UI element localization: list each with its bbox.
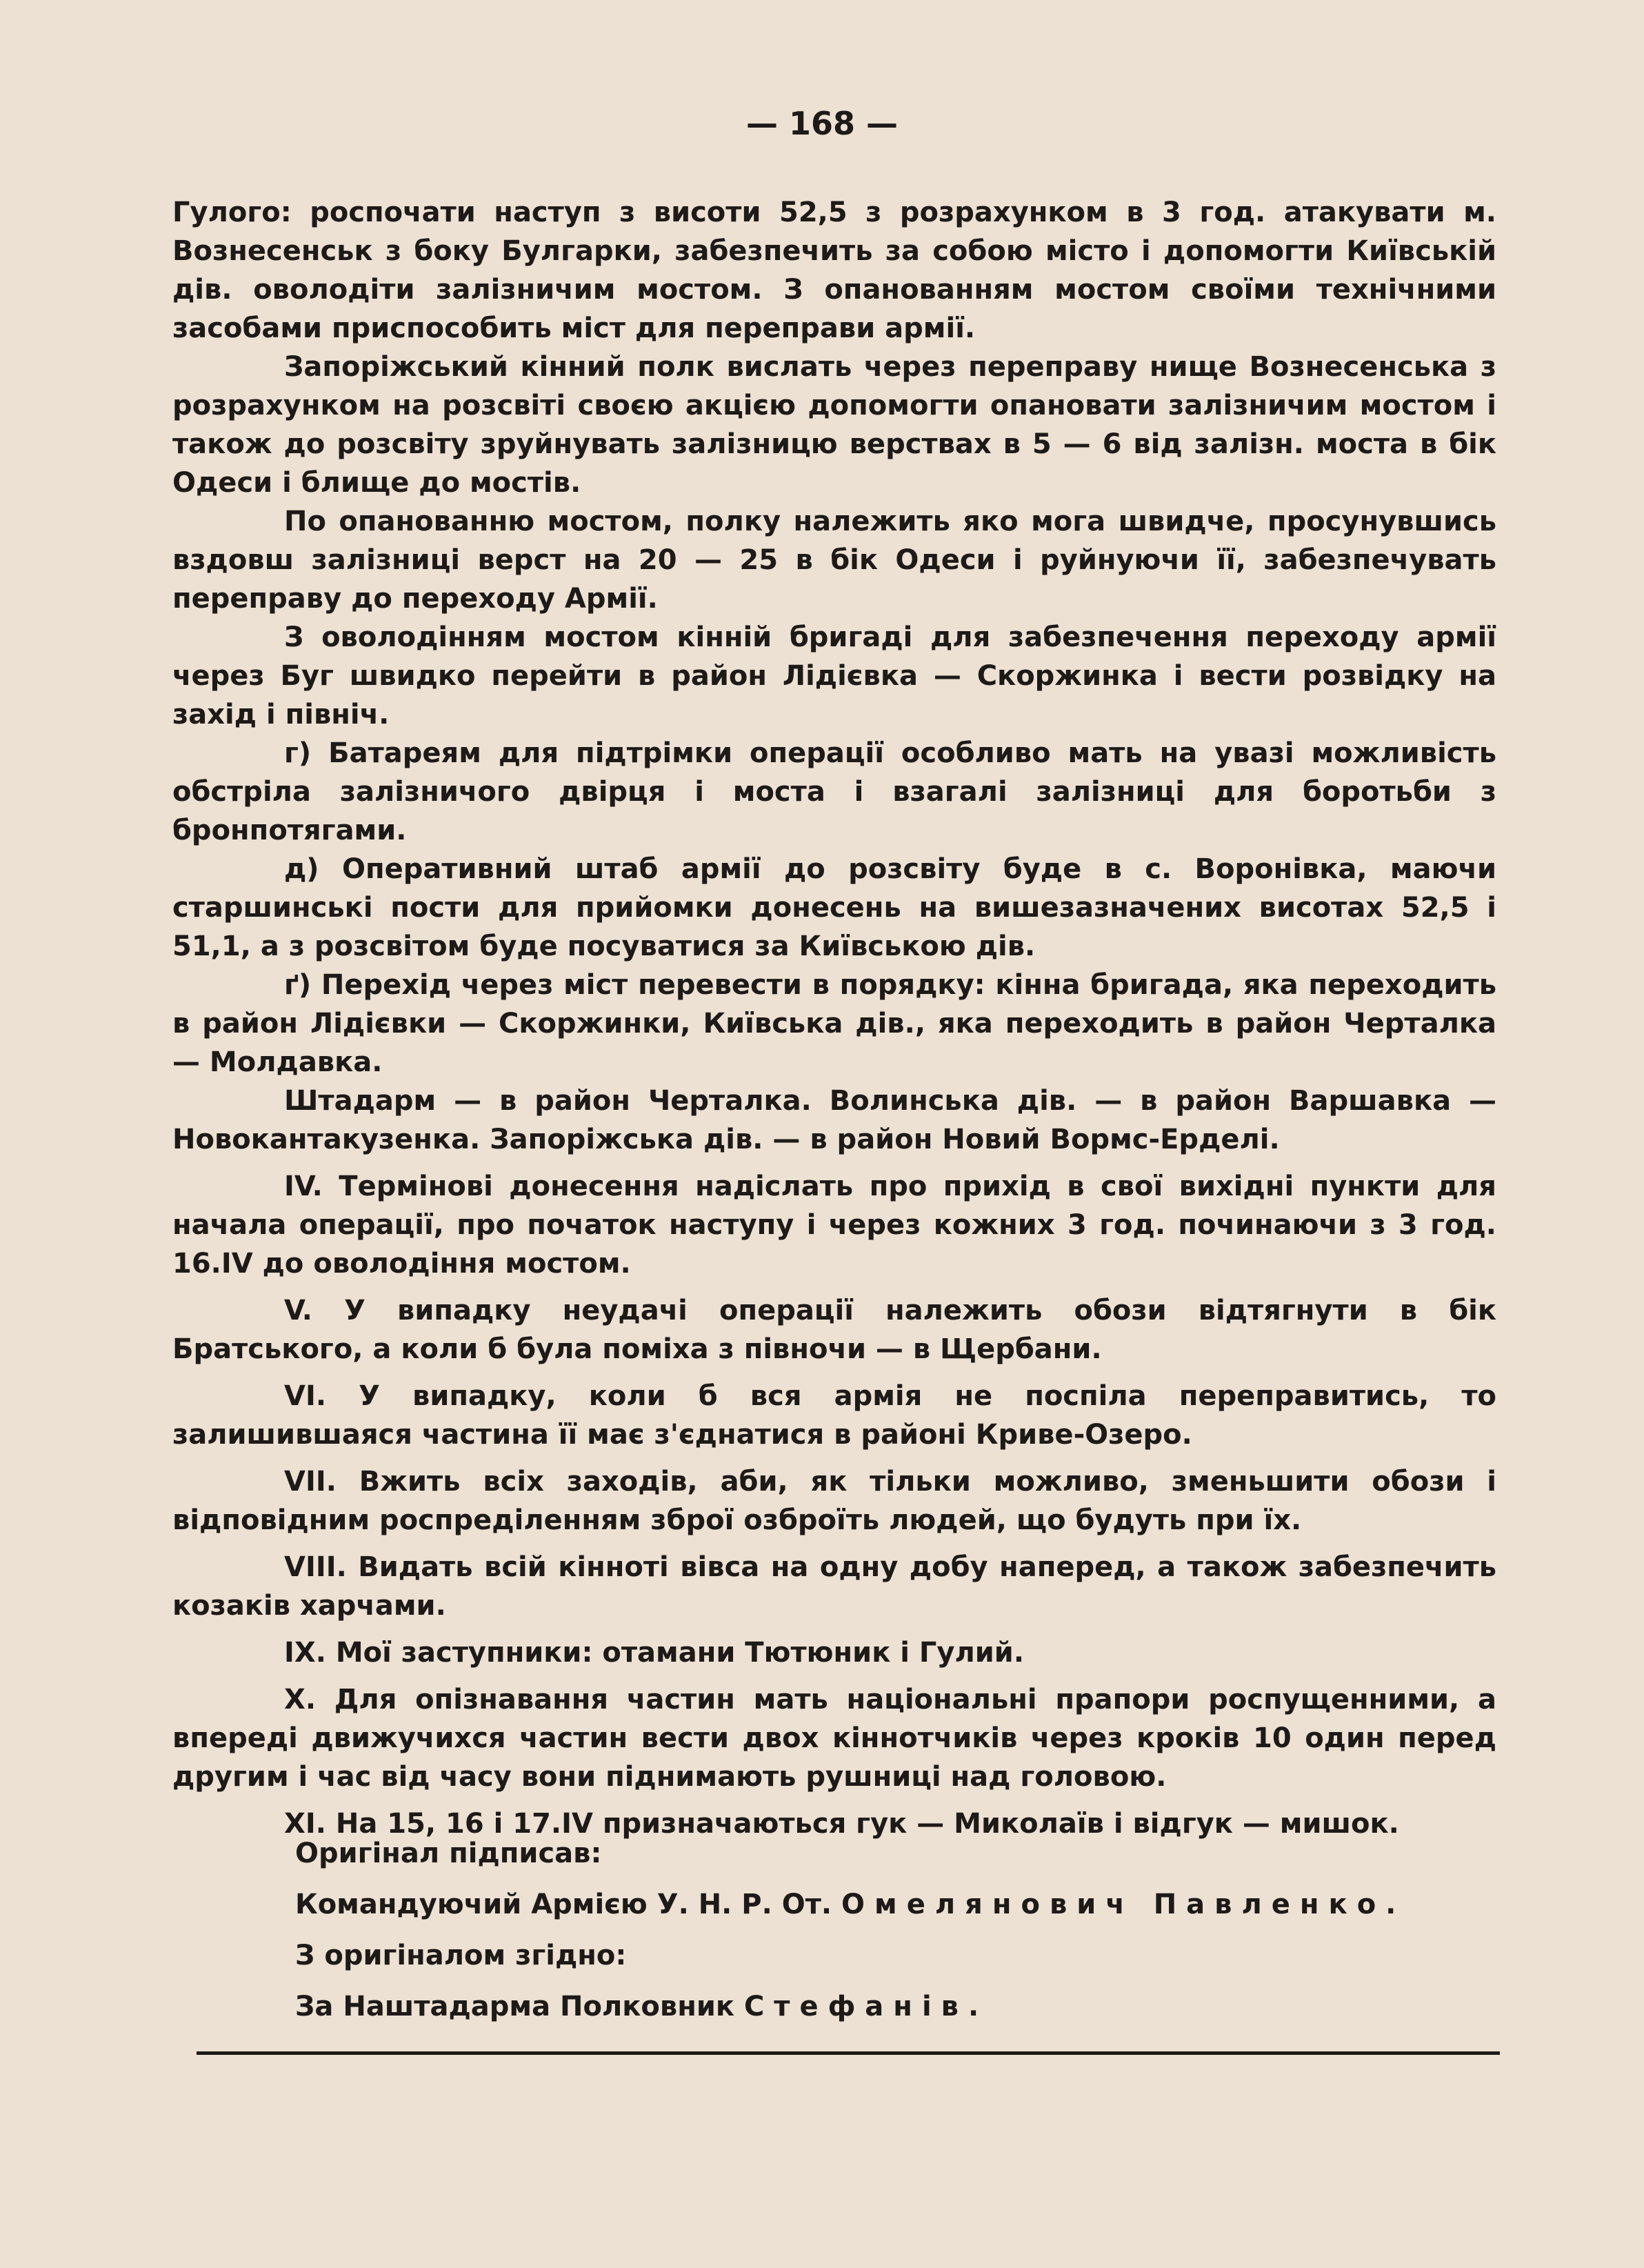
page-number: — 168 — (745, 105, 899, 142)
original-signed-label: Оригінал підписав: (295, 1838, 602, 1869)
paragraph: ґ) Перехід через міст перевести в порядку: кінна бригада, яка переходить в район Лідієвки — Скоржинки, Київська дів., яка переходить в район Черталка — Молдавка. (172, 969, 1496, 1078)
paragraph: VI. У випадку, коли б вся армія не поспіла переправитись, то залишившаяся частина її має з'єднатися в районі Криве-Озеро. (172, 1380, 1496, 1451)
bottom-divider (197, 2051, 1500, 2055)
paragraph: г) Батареям для підтрімки операції особливо мать на увазі можливість обстріла залізничого двірця і моста і взагалі залізниці для боротьби з бронпотягами. (172, 737, 1496, 846)
paragraph: Запоріжський кінний полк вислать через переправу нище Вознесенська з розрахунком на розсвіті своєю акцією допомогти опановати залізничим мостом і також до розсвіту зруйнувать залізницю верствах в 5 — 6 від залізн. моста в бік Одеси і блище до мостів. (172, 351, 1496, 499)
chief-name: Стефанів. (743, 1991, 989, 2022)
paragraph: X. Для опізнавання частин мать національні прапори роспущенними, а впереді движучихся частин вести двох кіннотчиків через кроків 10 один перед другим і час від часу вони піднимають рушниці над головою. (172, 1684, 1496, 1793)
paragraph: д) Оперативний штаб армії до розсвіту буде в с. Воронівка, маючи старшинські пости для прийомки донесень на вишезазначених висотах 52,5 і 51,1, а з розсвітом буде посуватися за Київською дів. (172, 853, 1496, 962)
paragraph: IX. Мої заступники: отамани Тютюник і Гулий. (284, 1637, 1025, 1669)
paragraph: IV. Термінові донесення надіслать про прихід в свої вихідні пункти для начала операції, про початок наступу і через кожних 3 год. починаючи з 3 год. 16.IV до оволодіння мостом. (172, 1171, 1496, 1280)
chief-signature-line (295, 1981, 1509, 2032)
body-text (172, 193, 1496, 1843)
paragraph: Штадарм — в район Черталка. Волинська дів. — в район Варшавка — Новокантакузенка. Запоріжська дів. — в район Новий Вормс-Ерделі. (172, 1085, 1496, 1155)
paragraph: По опанованню мостом, полку належить яко мога швидче, просунувшись вздовш залізниці верст на 20 — 25 в бік Одеси і руйнуючи її, забезпечувать переправу до переходу Армії. (172, 506, 1496, 615)
paragraph: VIII. Видать всій кінноті вівса на одну добу наперед, а також забезпечить козаків харчами. (172, 1551, 1496, 1622)
paragraph: Гулого: роспочати наступ з висоти 52,5 з розрахунком в 3 год. атакувати м. Вознесенськ з боку Булгарки, забезпечить за собою місто і допомогти Київській дів. оволодіти залізничим мостом. З опанованням мостом своїми технічними засобами приспособить міст для переправи армії. (172, 197, 1496, 344)
paragraph: XI. На 15, 16 і 17.IV призначаються гук — Миколаїв і відгук — мишок. (284, 1808, 1399, 1840)
commander-title: Командуючий Армією У. Н. Р. От. (295, 1889, 832, 1920)
paragraph: V. У випадку неудачі операції належить обози відтягнути в бік Братського, а коли б була поміха з півночи — в Щербани. (172, 1295, 1496, 1365)
commander-name: Омелянович Павленко. (841, 1889, 1406, 1920)
chief-title: За Наштадарма Полковник (295, 1991, 735, 2022)
conforms-label: З оригіналом згідно: (295, 1940, 627, 1971)
signature-block (295, 1828, 1509, 2032)
paragraph: VII. Вжить всіх заходів, аби, як тільки можливо, зменьшити обози і відповідним роспреділенням зброї озброїть людей, що будуть при їх. (172, 1466, 1496, 1536)
paragraph: З оволодінням мостом кінній бригаді для забезпечення переходу армії через Буг швидко перейти в район Лідієвка — Скоржинка і вести розвідку на захід і північ. (172, 621, 1496, 730)
commander-signature-line (295, 1879, 1509, 1930)
